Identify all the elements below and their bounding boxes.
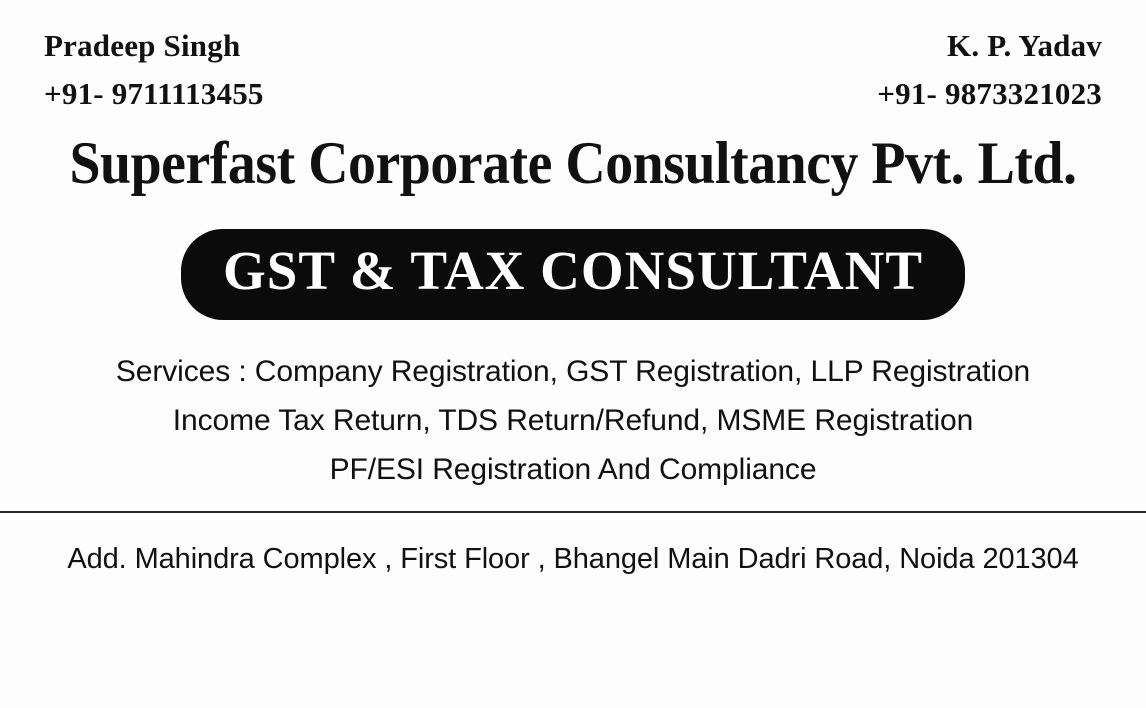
services-line: Services : Company Registration, GST Registration, LLP Registration: [115, 354, 1031, 388]
contact-name: Pradeep Singh: [44, 28, 241, 63]
bottom-spacer: [0, 576, 1146, 708]
services-block: [0, 348, 1146, 495]
contact-name: K. P. Yadav: [947, 28, 1102, 63]
contact-phone: +91- 9711113455: [44, 76, 264, 112]
contact-phone: +91- 9873321023: [877, 76, 1102, 112]
company-name: Superfast Corporate Consultancy Pvt. Ltd.: [69, 130, 1077, 197]
tagline-banner: GST & TAX CONSULTANT: [181, 229, 965, 320]
contact-row: [0, 0, 1146, 118]
address-text: Add. Mahindra Complex , First Floor , Bhangel Main Dadri Road, Noida 201304: [67, 542, 1079, 575]
contact-person-secondary: [877, 22, 1102, 118]
contact-person-primary: [44, 22, 264, 118]
banner-container: [0, 229, 1146, 320]
services-line: Income Tax Return, TDS Return/Refund, MSME Registration: [172, 403, 974, 437]
services-line: PF/ESI Registration And Compliance: [329, 452, 817, 486]
